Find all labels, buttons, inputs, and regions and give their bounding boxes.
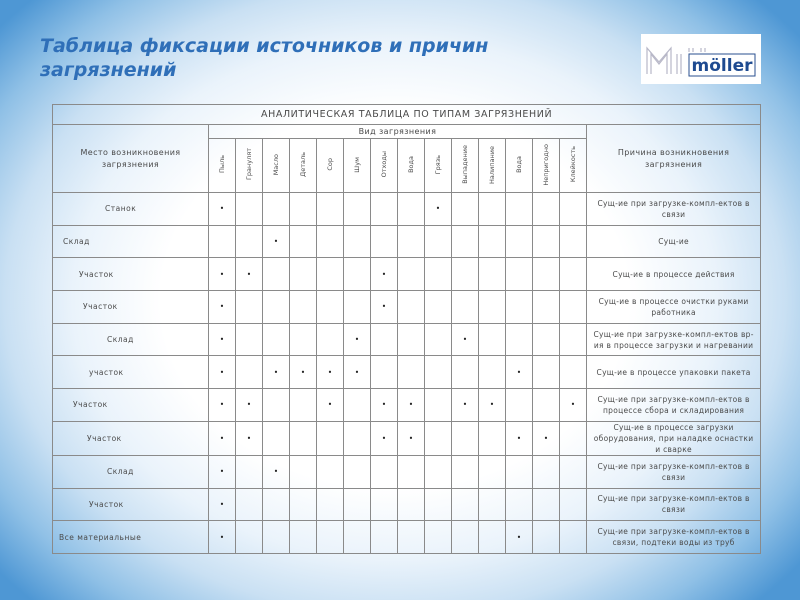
mark-cell: [398, 356, 425, 389]
mark-cell: [398, 225, 425, 258]
mark-cell: •: [452, 323, 479, 356]
type-header-2: [263, 139, 290, 193]
mark-cell: [425, 521, 452, 554]
pollution-table-container: [52, 104, 760, 548]
mark-cell: [506, 291, 533, 324]
mark-cell: •: [209, 291, 236, 324]
mark-cell: •: [533, 421, 560, 455]
mark-cell: [560, 323, 587, 356]
mark-cell: [533, 356, 560, 389]
mark-cell: [344, 291, 371, 324]
cause-header: Причина возникновения загрязнения: [587, 125, 761, 193]
mark-cell: [398, 193, 425, 226]
mark-cell: [263, 521, 290, 554]
cause-cell: Сущ-ие: [587, 225, 761, 258]
mark-cell: [344, 258, 371, 291]
mark-cell: [371, 225, 398, 258]
mark-cell: [506, 225, 533, 258]
type-header-label: Сор: [326, 158, 334, 171]
mark-cell: •: [317, 356, 344, 389]
logo-text: möller: [691, 56, 753, 76]
type-header-label: Клейкость: [569, 146, 577, 183]
mark-cell: [560, 421, 587, 455]
mark-cell: •: [398, 421, 425, 455]
mark-cell: [479, 225, 506, 258]
mark-cell: [344, 421, 371, 455]
type-header-label: Деталь: [299, 152, 307, 177]
mark-cell: [236, 323, 263, 356]
mark-cell: [506, 323, 533, 356]
mark-cell: [317, 488, 344, 521]
place-cell: Участок: [53, 421, 209, 455]
mark-cell: [452, 488, 479, 521]
mark-cell: [290, 521, 317, 554]
type-header-label: Вода: [515, 156, 523, 173]
mark-cell: •: [371, 258, 398, 291]
mark-cell: [533, 488, 560, 521]
mark-cell: [452, 356, 479, 389]
mark-cell: [290, 225, 317, 258]
place-cell: Все материальные: [53, 521, 209, 554]
type-header-1: [236, 139, 263, 193]
mark-cell: [263, 291, 290, 324]
cause-cell: Сущ-ие при загрузке-компл-ектов в связи, подтеки воды из труб: [587, 521, 761, 554]
type-header-label: Грязь: [434, 154, 442, 175]
mark-cell: [533, 291, 560, 324]
mark-cell: [263, 323, 290, 356]
place-cell: Склад: [53, 323, 209, 356]
mark-cell: [317, 225, 344, 258]
mark-cell: [263, 193, 290, 226]
mark-cell: [506, 488, 533, 521]
mark-cell: •: [209, 521, 236, 554]
mark-cell: [290, 258, 317, 291]
mark-cell: [560, 521, 587, 554]
table-row: [53, 291, 761, 324]
mark-cell: [506, 389, 533, 422]
mark-cell: [236, 488, 263, 521]
type-header-label: Масло: [272, 153, 280, 176]
mark-cell: [317, 193, 344, 226]
mark-cell: [236, 225, 263, 258]
mark-cell: [425, 291, 452, 324]
type-header-label: Отходы: [380, 151, 388, 178]
place-header: Место возникновения загрязнения: [53, 125, 209, 193]
mark-cell: [371, 323, 398, 356]
mark-cell: •: [209, 356, 236, 389]
mark-cell: [560, 258, 587, 291]
mark-cell: •: [263, 225, 290, 258]
mark-cell: [425, 356, 452, 389]
cause-cell: Сущ-ие в процессе действия: [587, 258, 761, 291]
table-caption: АНАЛИТИЧЕСКАЯ ТАБЛИЦА ПО ТИПАМ ЗАГРЯЗНЕНИЙ: [53, 105, 761, 125]
mark-cell: [425, 258, 452, 291]
mark-cell: [398, 323, 425, 356]
mark-cell: [290, 488, 317, 521]
table-row: [53, 193, 761, 226]
mark-cell: [452, 521, 479, 554]
mark-cell: [452, 455, 479, 488]
type-header-label: Вода: [407, 156, 415, 173]
mark-cell: [506, 193, 533, 226]
mark-cell: •: [344, 323, 371, 356]
cause-cell: Сущ-ие при загрузке-компл-ектов в процессе сбора и складирования: [587, 389, 761, 422]
cause-cell: Сущ-ие при загрузке-компл-ектов вр-ия в процессе загрузки и нагревании: [587, 323, 761, 356]
mark-cell: [317, 521, 344, 554]
mark-cell: •: [344, 356, 371, 389]
type-header-label: Выпадение: [461, 145, 469, 184]
mark-cell: [290, 455, 317, 488]
type-header-13: [560, 139, 587, 193]
mark-cell: [344, 455, 371, 488]
type-header-8: [425, 139, 452, 193]
cause-cell: Сущ-ие при загрузке-компл-ектов в связи: [587, 455, 761, 488]
mark-cell: [479, 193, 506, 226]
table-row: [53, 488, 761, 521]
place-cell: Станок: [53, 193, 209, 226]
mark-cell: [290, 323, 317, 356]
type-header-label: Пыль: [218, 155, 226, 174]
mark-cell: [398, 488, 425, 521]
mark-cell: [236, 455, 263, 488]
mark-cell: [263, 488, 290, 521]
cause-cell: Сущ-ие при загрузке-компл-ектов в связи: [587, 193, 761, 226]
mark-cell: [371, 356, 398, 389]
mark-cell: •: [452, 389, 479, 422]
type-header-7: [398, 139, 425, 193]
mark-cell: [479, 291, 506, 324]
mark-cell: •: [263, 356, 290, 389]
table-row: [53, 421, 761, 455]
mark-cell: [533, 389, 560, 422]
mark-cell: [479, 258, 506, 291]
place-cell: Участок: [53, 291, 209, 324]
mark-cell: [533, 258, 560, 291]
place-cell: Склад: [53, 225, 209, 258]
cause-cell: Сущ-ие при загрузке-компл-ектов в связи: [587, 488, 761, 521]
mark-cell: [398, 455, 425, 488]
mark-cell: [560, 488, 587, 521]
mark-cell: •: [263, 455, 290, 488]
mark-cell: [533, 323, 560, 356]
table-row: [53, 323, 761, 356]
mark-cell: •: [371, 291, 398, 324]
mark-cell: •: [290, 356, 317, 389]
mark-cell: [479, 488, 506, 521]
pollution-analysis-table: [52, 104, 761, 554]
mark-cell: [317, 421, 344, 455]
type-header-10: [479, 139, 506, 193]
mark-cell: [398, 258, 425, 291]
mark-cell: [452, 421, 479, 455]
mark-cell: [425, 323, 452, 356]
mark-cell: •: [209, 193, 236, 226]
mark-cell: •: [236, 421, 263, 455]
mark-cell: [290, 389, 317, 422]
mark-cell: [236, 193, 263, 226]
mark-cell: [452, 193, 479, 226]
mark-cell: [533, 225, 560, 258]
mark-cell: [398, 291, 425, 324]
mark-cell: [560, 356, 587, 389]
mark-cell: [344, 488, 371, 521]
mark-cell: [479, 455, 506, 488]
mark-cell: •: [560, 389, 587, 422]
mark-cell: •: [398, 389, 425, 422]
mark-cell: [371, 455, 398, 488]
mark-cell: [344, 193, 371, 226]
cause-cell: Сущ-ие в процессе загрузки оборудования, при наладке оснастки и сварке: [587, 421, 761, 455]
mark-cell: •: [236, 389, 263, 422]
mark-cell: [290, 421, 317, 455]
place-cell: Участок: [53, 488, 209, 521]
moller-logo: [641, 34, 761, 84]
mark-cell: [317, 455, 344, 488]
mark-cell: [263, 258, 290, 291]
type-header-12: [533, 139, 560, 193]
mark-cell: [317, 323, 344, 356]
mark-cell: [344, 225, 371, 258]
mark-cell: [236, 356, 263, 389]
types-header: Вид загрязнения: [209, 125, 587, 139]
mark-cell: •: [371, 389, 398, 422]
mark-cell: [209, 225, 236, 258]
mark-cell: [479, 356, 506, 389]
mark-cell: [236, 291, 263, 324]
mark-cell: [560, 225, 587, 258]
mark-cell: [425, 488, 452, 521]
type-header-label: Непригодно: [542, 143, 550, 186]
moller-logo-graphic: [641, 34, 761, 84]
place-cell: Склад: [53, 455, 209, 488]
mark-cell: [560, 455, 587, 488]
mark-cell: [344, 521, 371, 554]
mark-cell: •: [209, 389, 236, 422]
mark-cell: [290, 193, 317, 226]
type-header-0: [209, 139, 236, 193]
type-header-6: [371, 139, 398, 193]
table-row: [53, 258, 761, 291]
mark-cell: [425, 225, 452, 258]
mark-cell: •: [506, 421, 533, 455]
mark-cell: •: [506, 521, 533, 554]
mark-cell: [236, 521, 263, 554]
slide-title: Таблица фиксации источников и причин загрязнений: [40, 35, 489, 81]
type-header-label: Гранулят: [245, 148, 253, 181]
mark-cell: [425, 421, 452, 455]
mark-cell: •: [209, 323, 236, 356]
mark-cell: [344, 389, 371, 422]
mark-cell: •: [371, 421, 398, 455]
mark-cell: [533, 455, 560, 488]
mark-cell: [452, 258, 479, 291]
mark-cell: [560, 291, 587, 324]
type-header-5: [344, 139, 371, 193]
mark-cell: •: [209, 421, 236, 455]
place-cell: Участок: [53, 258, 209, 291]
mark-cell: [263, 389, 290, 422]
type-header-11: [506, 139, 533, 193]
mark-cell: [452, 225, 479, 258]
mark-cell: [371, 488, 398, 521]
table-row: [53, 455, 761, 488]
type-header-3: [290, 139, 317, 193]
type-header-4: [317, 139, 344, 193]
table-row: [53, 389, 761, 422]
mark-cell: •: [506, 356, 533, 389]
mark-cell: [506, 455, 533, 488]
mark-cell: [371, 521, 398, 554]
mark-cell: [290, 291, 317, 324]
mark-cell: [317, 258, 344, 291]
mark-cell: [398, 521, 425, 554]
table-row: [53, 521, 761, 554]
mark-cell: •: [209, 258, 236, 291]
mark-cell: [560, 193, 587, 226]
mark-cell: •: [317, 389, 344, 422]
place-cell: участок: [53, 356, 209, 389]
place-cell: Участок: [53, 389, 209, 422]
mark-cell: [533, 193, 560, 226]
mark-cell: [533, 521, 560, 554]
mark-cell: [452, 291, 479, 324]
mark-cell: [317, 291, 344, 324]
mark-cell: [263, 421, 290, 455]
table-row: [53, 225, 761, 258]
mark-cell: •: [209, 488, 236, 521]
mark-cell: •: [236, 258, 263, 291]
table-row: [53, 356, 761, 389]
mark-cell: [371, 193, 398, 226]
mark-cell: •: [425, 193, 452, 226]
type-header-label: Налипание: [488, 145, 496, 184]
mark-cell: [479, 421, 506, 455]
mark-cell: [425, 455, 452, 488]
mark-cell: [479, 521, 506, 554]
mark-cell: •: [479, 389, 506, 422]
mark-cell: •: [209, 455, 236, 488]
type-header-9: [452, 139, 479, 193]
mark-cell: [425, 389, 452, 422]
mark-cell: [479, 323, 506, 356]
mark-cell: [506, 258, 533, 291]
cause-cell: Сущ-ие в процессе упаковки пакета: [587, 356, 761, 389]
type-header-label: Шум: [353, 156, 361, 173]
cause-cell: Сущ-ие в процессе очистки руками работника: [587, 291, 761, 324]
